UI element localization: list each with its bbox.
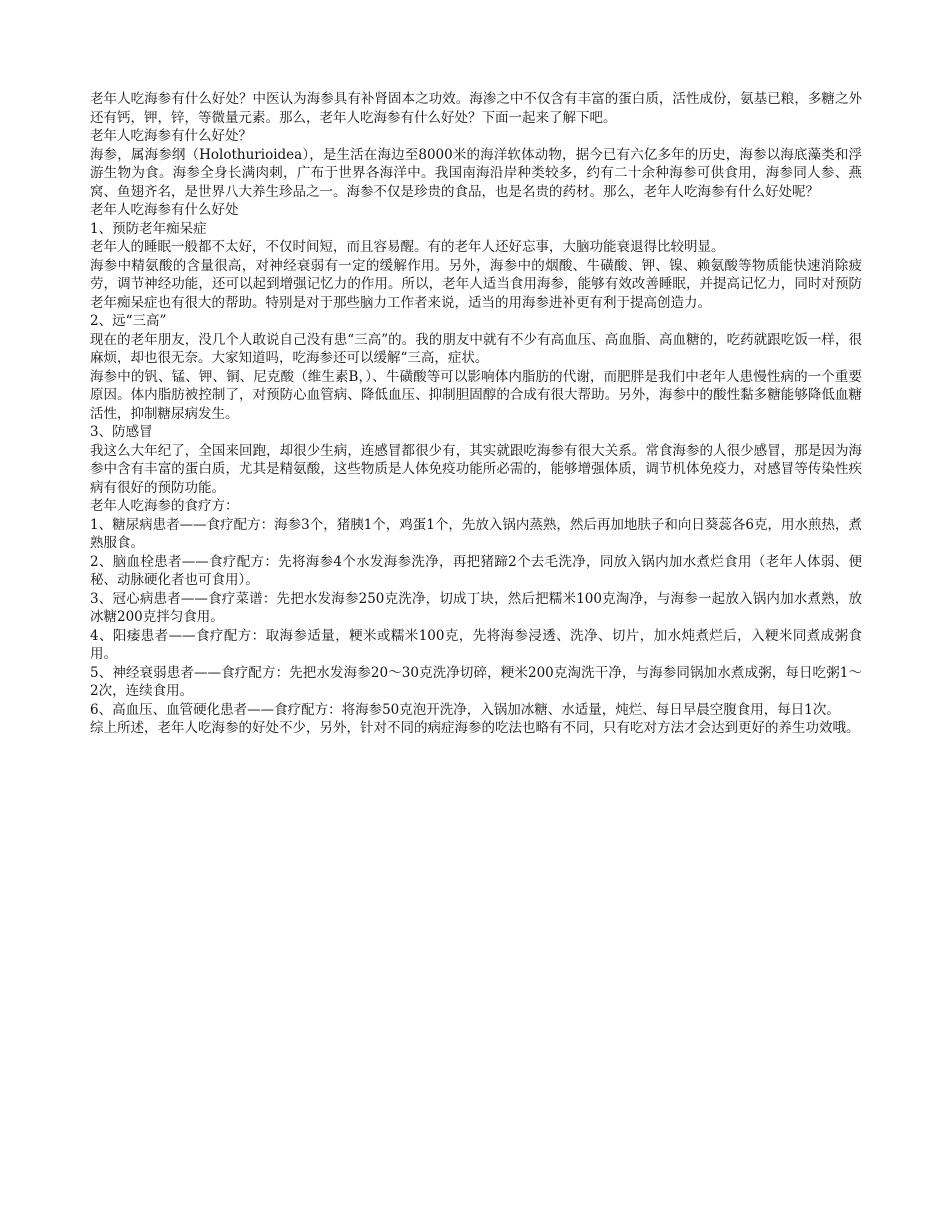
body-paragraph: 海参中精氨酸的含量很高，对神经衰弱有一定的缓解作用。另外，海参中的烟酸、牛磺酸、钾、镍、赖氨酸等物质能快速消除疲劳，调节神经功能，还可以起到增强记忆力的作用。所以，老年人适当食用海参，能够有效改善睡眠，并提高记忆力，同时对预防老年痴呆症也有很大的帮助。特别是对于那些脑力工作者来说，适当的用海参进补更有利于提高创造力。 xyxy=(90,257,862,311)
document-body xyxy=(90,90,862,738)
section-heading: 老年人吃海参的食疗方： xyxy=(90,498,239,514)
recipe-item: 6、高血压、血管硬化患者——食疗配方：将海参50克泡开洗净，入锅加冰糖、水适量，炖烂、每日早晨空腹食用，每日1次。 xyxy=(90,701,840,718)
subheading: 2、远“三高” xyxy=(90,313,167,329)
intro-paragraph: 老年人吃海参有什么好处？中医认为海参具有补肾固本之功效。海渗之中不仅含有丰富的蛋白质，活性成份，氨基已粮，多糖之外还有钙，钾，锌，等微量元素。那么，老年人吃海参有什么好处？下面一起来了解下吧。 xyxy=(90,91,862,126)
body-paragraph: 我这么大年纪了，全国来回跑，却很少生病，连感冒都很少有，其实就跟吃海参有很大关系。常食海参的人很少感冒，那是因为海参中含有丰富的蛋白质，尤其是精氨酸，这些物质是人体免疫功能所必需的，能够增强体质，调节机体免疫力，对感冒等传染性疾病有很好的预防功能。 xyxy=(90,442,862,496)
recipe-item: 3、冠心病患者——食疗菜谱：先把水发海参250克洗净，切成丁块，然后把糯米100克淘净，与海参一起放入锅内加水煮熟，放冰糖200克拌匀食用。 xyxy=(90,590,862,625)
conclusion-paragraph: 综上所述，老年人吃海参的好处不少，另外，针对不同的病症海参的吃法也略有不同，只有吃对方法才会达到更好的养生功效哦。 xyxy=(90,720,860,736)
recipe-item: 4、阳痿患者——食疗配方：取海参适量，粳米或糯米100克，先将海参浸透、洗净、切片，加水炖煮烂后，入粳米同煮成粥食用。 xyxy=(90,627,862,662)
body-paragraph: 现在的老年朋友，没几个人敢说自己没有患“三高”的。我的朋友中就有不少有高血压、高血脂、高血糖的，吃药就跟吃饭一样，很麻烦，却也很无奈。大家知道吗，吃海参还可以缓解“三高，症状。 xyxy=(90,331,862,366)
body-paragraph: 老年人的睡眠一般都不太好，不仅时间短，而且容易醒。有的老年人还好忘事，大脑功能衰退得比较明显。 xyxy=(90,239,725,255)
recipe-item: 1、糖尿病患者——食疗配方：海参3个，猪胰1个，鸡蛋1个，先放入锅内蒸熟，然后再加地肤子和向日葵蕊各6克，用水煎热，煮熟服食。 xyxy=(90,516,862,551)
recipe-item: 2、脑血栓患者——食疗配方：先将海参4个水发海参洗净，再把猪蹄2个去毛洗净，同放入锅内加水煮烂食用（老年人体弱、便秘、动脉硬化者也可食用）。 xyxy=(90,553,862,588)
body-paragraph: 海参，属海参纲（Holothurioidea），是生活在海边至8000米的海洋软体动物，据今已有六亿多年的历史，海参以海底藻类和浮游生物为食。海参全身长满肉刺，广布于世界各海洋中。我国南海沿岸种类较多，约有二十余种海参可供食用，海参同人参、燕窝、鱼翅齐名，是世界八大养生珍品之一。海参不仅是珍贵的食品，也是名贵的药材。那么，老年人吃海参有什么好处呢？ xyxy=(90,146,862,200)
subheading: 3、防感冒 xyxy=(90,424,153,440)
section-heading: 老年人吃海参有什么好处？ xyxy=(90,128,252,144)
section-heading: 老年人吃海参有什么好处 xyxy=(90,202,239,218)
recipe-item: 5、神经衰弱患者——食疗配方：先把水发海参20～30克洗净切碎，粳米200克淘洗干净，与海参同锅加水煮成粥，每日吃粥1～2次，连续食用。 xyxy=(90,664,862,699)
body-paragraph: 海参中的钒、锰、钾、铜、尼克酸（维生素B，）、牛磺酸等可以影响体内脂肪的代谢，而肥胖是我们中老年人患慢性病的一个重要原因。体内脂肪被控制了，对预防心血管病、降低血压、抑制胆固醇的合成有很大帮助。另外，海参中的酸性黏多糖能够降低血糖活性，抑制糖尿病发生。 xyxy=(90,368,862,422)
subheading: 1、预防老年痴呆症 xyxy=(90,220,207,237)
